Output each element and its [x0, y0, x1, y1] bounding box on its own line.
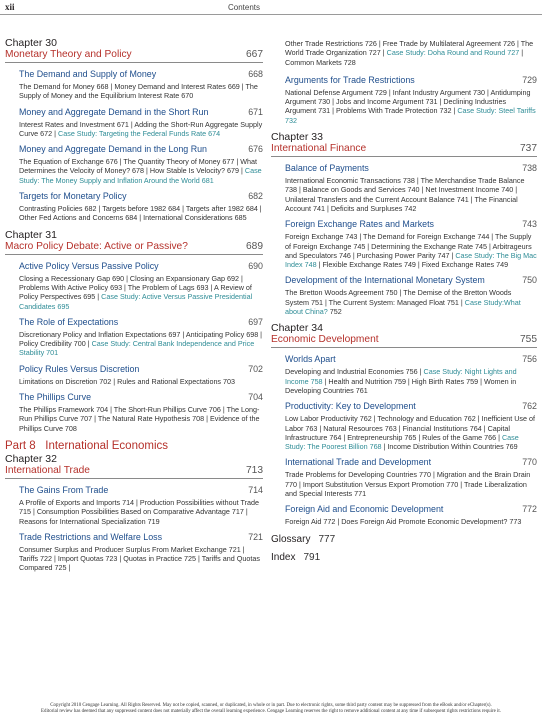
header-rule: [0, 14, 542, 15]
topics-tail: | Income Distribution Within Countries 769: [381, 442, 518, 452]
section-page-number: 756: [522, 354, 537, 365]
toc-section: [285, 219, 537, 269]
toc-section: [19, 107, 263, 139]
toc-section: [19, 392, 263, 433]
topics-text: Consumer Surplus and Producer Surplus From Market Exchange 721 | Tariffs 722 | Import Quotas 723 | Quotas in Practice 725 | Tariffs and Quotas Compared 725 |: [19, 544, 260, 573]
topics-tail: | Common Markets 728: [285, 48, 524, 67]
section-title-link[interactable]: [19, 191, 263, 202]
section-topics: [19, 498, 263, 526]
toc-section: [19, 485, 263, 526]
toc-section: [19, 532, 263, 573]
section-title: The Gains From Trade: [19, 484, 109, 495]
section-title: Foreign Aid and Economic Development: [285, 504, 444, 515]
toc-section: [19, 69, 263, 101]
section-title: Productivity: Key to Development: [285, 401, 416, 412]
section-title-link[interactable]: [285, 163, 537, 174]
section-topics: [285, 232, 537, 269]
section-topics: [285, 288, 537, 316]
topics-text: The Demand for Money 668 | Money Demand and Interest Rates 669 | The Supply of Money and the Equilibrium Interest Rate 670: [19, 82, 258, 101]
section-title-link[interactable]: [19, 317, 263, 328]
case-study-link[interactable]: Case Study: Targeting the Federal Funds Rate 674: [58, 128, 221, 138]
section-topics: [19, 157, 263, 185]
chapter-page-number: 667: [246, 49, 263, 60]
chapter-title-link[interactable]: [5, 465, 263, 479]
section-title: Worlds Apart: [285, 354, 336, 365]
footer-line-2: Editorial review has deemed that any suppressed content does not materially affect the overall learning experience. Cengage Learning reserves the right to remove additional content at any time if subsequent rights restrictions require it.: [41, 709, 501, 714]
section-topics: [285, 517, 537, 526]
section-topics: [19, 330, 263, 358]
section-page-number: 676: [248, 144, 263, 155]
topics-tail: | Health and Nutrition 759 | High Birth Rates 759 | Women in Developing Countries 761: [285, 376, 517, 395]
case-study-link[interactable]: Case Study:What about China?: [285, 297, 521, 317]
topics-text: The Equation of Exchange 676 | The Quantity Theory of Money 677 | What Determines the Velocity of Money? 678 | How Stable Is Velocity? 679 |: [19, 157, 258, 176]
section-title-link[interactable]: [285, 504, 537, 515]
toc-section: [285, 75, 537, 125]
toc-section: [19, 364, 263, 386]
topics-tail: | Flexible Exchange Rates 749 | Fixed Exchange Rates 749: [316, 260, 509, 270]
section-page-number: 750: [522, 275, 537, 286]
section-page-number: 704: [248, 392, 263, 403]
page-number: xii: [5, 2, 15, 12]
section-title-link[interactable]: [19, 107, 263, 118]
toc-section: [285, 401, 537, 451]
section-title-link[interactable]: [19, 392, 263, 403]
section-title: Development of the International Monetary System: [285, 275, 485, 286]
chapter-label: Chapter 32: [5, 452, 57, 465]
section-page-number: 772: [522, 504, 537, 515]
section-page-number: 682: [248, 191, 263, 202]
topics-text: Developing and Industrial Economies 756 |: [285, 367, 424, 377]
chapter-page-number: 713: [246, 464, 263, 476]
continued-topics: [285, 39, 537, 67]
section-topics: [285, 414, 537, 451]
topics-tail: 752: [327, 307, 342, 317]
section-page-number: 702: [248, 363, 263, 374]
topics-text: The Phillips Framework 704 | The Short-Run Phillips Curve 706 | The Long-Run Phillips Curve 707 | The Natural Rate Hypothesis 708 | Evidence of the Phillips Curve 708: [19, 405, 260, 433]
section-page-number: 671: [248, 106, 263, 117]
section-title: Foreign Exchange Rates and Markets: [285, 219, 434, 230]
section-topics: [285, 88, 537, 125]
section-page-number: 714: [248, 484, 263, 495]
topics-text: Foreign Exchange 743 | The Demand for Foreign Exchange 744 | The Supply of Foreign Exchange 745 | Determining the Exchange Rate 745 | Arbitrageurs and Speculators 746 | Purchasing Power Parity 747 |: [285, 232, 532, 260]
chapter-page-number: 689: [246, 240, 263, 252]
right-column: [271, 39, 537, 564]
section-topics: [19, 204, 263, 223]
section-title-link[interactable]: [285, 219, 537, 230]
chapter-label: Chapter 30: [5, 37, 57, 49]
case-study-link[interactable]: Case Study: Central Bank Independence and Price Stability 701: [19, 339, 255, 358]
chapter-title: International Finance: [271, 143, 367, 155]
section-topics: [19, 274, 263, 311]
footer-line-1: Copyright 2010 Cengage Learning. All Rights Reserved. May not be copied, scanned, or duplicated, in whole or in part. Due to electronic rights, some third party content may be suppressed from the eBook and/or eChapter(s).: [50, 703, 492, 708]
section-title: The Phillips Curve: [19, 392, 92, 403]
section-topics: [19, 82, 263, 101]
topics-text: International Economic Transactions 738 | The Merchandise Trade Balance 738 | Balance on Goods and Services 740 | Net Investment Income 740 | Unilateral Transfers and the Current Account Balance 741 | The Financial Account 741 | Deficits and Surpluses 742: [285, 176, 525, 213]
section-title-link[interactable]: [285, 275, 537, 286]
section-title-link[interactable]: [19, 485, 263, 496]
index-label: Index: [271, 551, 296, 563]
section-title: Active Policy Versus Passive Policy: [19, 260, 159, 271]
section-page-number: 729: [522, 74, 537, 85]
chapter-title: Monetary Theory and Policy: [5, 49, 132, 60]
section-topics: [19, 405, 263, 433]
chapter-label: Chapter 34: [271, 322, 323, 335]
chapter-page-number: 737: [520, 143, 537, 155]
chapter-title: International Trade: [5, 464, 90, 476]
section-title-link[interactable]: [19, 364, 263, 375]
section-page-number: 668: [248, 69, 263, 79]
topics-text: A Profile of Exports and Imports 714 | Production Possibilities without Trade 715 | Consumption Possibilities Based on Comparative Advantage 717 | Reasons for International Specialization 719: [19, 497, 259, 526]
chapter-title-link[interactable]: [5, 241, 263, 255]
chapter-title-link[interactable]: [5, 49, 263, 63]
running-title: Contents: [228, 3, 261, 12]
section-topics: [19, 377, 263, 386]
topics-text: Discretionary Policy and Inflation Expectations 697 | Anticipating Policy 698 | Policy Credibility 700 |: [19, 329, 263, 349]
section-topics: [285, 176, 537, 213]
section-title-link[interactable]: [285, 401, 537, 412]
toc-section: [285, 163, 537, 213]
section-topics: [19, 545, 263, 573]
section-title-link[interactable]: [19, 261, 263, 272]
topics-text: Interest Rates and Investment 671 | Adding the Short-Run Aggregate Supply Curve 672 |: [19, 119, 263, 138]
part-heading: Part 8 International Economics: [5, 439, 168, 452]
section-title: Targets for Monetary Policy: [19, 191, 127, 202]
toc-section: [285, 275, 537, 316]
section-title-link[interactable]: [285, 457, 537, 468]
glossary-label: Glossary: [271, 533, 311, 545]
section-title-link[interactable]: [19, 532, 263, 543]
topics-text: Low Labor Productivity 762 | Technology and Education 762 | Inefficient Use of Labor 763 | Natural Resources 763 | Financial Institutions 764 | Capital Infrastructure 764 | Entrepreneurship 765 | Rules of the Game 766 |: [285, 414, 535, 442]
toc-section: [285, 504, 537, 526]
toc-section: [285, 457, 537, 498]
topics-text: National Defense Argument 729 | Infant Industry Argument 730 | Antidumping Argument 730 | Jobs and Income Argument 731 | Declining Industries Argument 731 | Problems With Trade Protection 732 |: [285, 87, 531, 116]
topics-text: Closing a Recessionary Gap 690 | Closing an Expansionary Gap 692 | Problems With Active Policy 693 | The Problem of Lags 693 | A Review of Policy Perspectives 695 |: [19, 273, 252, 302]
section-page-number: 690: [248, 260, 263, 271]
section-title: Money and Aggregate Demand in the Short Run: [19, 106, 209, 117]
section-title: Trade Restrictions and Welfare Loss: [19, 531, 163, 542]
topics-text: Foreign Aid 772 | Does Foreign Aid Promote Economic Development? 773: [285, 517, 522, 527]
chapter-title: Macro Policy Debate: Active or Passive?: [5, 240, 188, 252]
section-topics: [285, 367, 537, 395]
chapter-page-number: 755: [520, 334, 537, 346]
section-title: The Demand and Supply of Money: [19, 69, 157, 79]
section-page-number: 697: [248, 316, 263, 327]
case-study-link[interactable]: Case Study: Active Versus Passive Presidential Candidates 695: [19, 292, 253, 311]
section-title: Policy Rules Versus Discretion: [19, 363, 140, 374]
case-study-link[interactable]: Case Study: Night Lights and Income 758: [285, 367, 517, 386]
case-study-link[interactable]: Case Study: The Money Supply and Inflation Around the World 681: [19, 166, 262, 185]
glossary-entry[interactable]: [271, 533, 537, 546]
index-entry[interactable]: [271, 551, 537, 564]
chapter-label: Chapter 31: [5, 228, 57, 241]
case-study-link[interactable]: Case Study: Doha Round and Round 727: [386, 48, 520, 58]
chapter-title-link[interactable]: [271, 334, 537, 348]
section-title: International Trade and Development: [285, 457, 432, 468]
chapter-title-link[interactable]: [271, 143, 537, 157]
section-page-number: 721: [248, 531, 263, 542]
section-page-number: 743: [522, 219, 537, 230]
chapter-title: Economic Development: [271, 334, 379, 346]
chapter-label: Chapter 33: [271, 131, 323, 144]
topics-text: Limitations on Discretion 702 | Rules and Rational Expectations 703: [19, 376, 236, 386]
section-page-number: 770: [522, 457, 537, 468]
section-page-number: 738: [522, 163, 537, 174]
topics-text: The Bretton Woods Agreement 750 | The Demise of the Bretton Woods System 751 | The Current System: Managed Float 751 |: [285, 288, 512, 307]
section-title: Money and Aggregate Demand in the Long Run: [19, 144, 207, 155]
section-title: Arguments for Trade Restrictions: [285, 74, 415, 85]
index-page-number: 791: [303, 551, 321, 563]
copyright-footer: [0, 703, 542, 715]
glossary-page-number: 777: [318, 533, 336, 545]
section-title-link[interactable]: [19, 144, 263, 155]
case-study-link[interactable]: Case Study: Steel Tariffs 732: [285, 106, 536, 125]
section-page-number: 762: [522, 401, 537, 412]
section-title-link[interactable]: [19, 69, 263, 80]
topics-text: Trade Problems for Developing Countries 770 | Migration and the Brain Drain 770 | Import Substitution Versus Export Promotion 770 | Trade Liberalization and Special Interests 771: [285, 470, 531, 499]
section-title: Balance of Payments: [285, 163, 369, 174]
section-title-link[interactable]: [285, 75, 537, 86]
case-study-link[interactable]: Case Study: The Big Mac Index 748: [285, 250, 537, 270]
case-study-link[interactable]: Case Study: The Poorest Billion 768: [285, 432, 519, 452]
toc-section: [19, 261, 263, 311]
section-title: The Role of Expectations: [19, 316, 119, 327]
toc-section: [19, 191, 263, 223]
section-title-link[interactable]: [285, 354, 537, 365]
topics-text: Contrasting Policies 682 | Targets before 1982 684 | Targets after 1982 684 | Other Fed Actions and Concerns 684 | International Considerations 685: [19, 204, 262, 223]
section-topics: [19, 120, 263, 139]
section-topics: [285, 470, 537, 498]
toc-section: [19, 317, 263, 358]
toc-section: [285, 354, 537, 395]
toc-section: [19, 144, 263, 185]
left-column: [5, 37, 263, 579]
topics-text: Other Trade Restrictions 726 | Free Trade by Multilateral Agreement 726 | The World Trade Organization 727 |: [285, 39, 534, 58]
